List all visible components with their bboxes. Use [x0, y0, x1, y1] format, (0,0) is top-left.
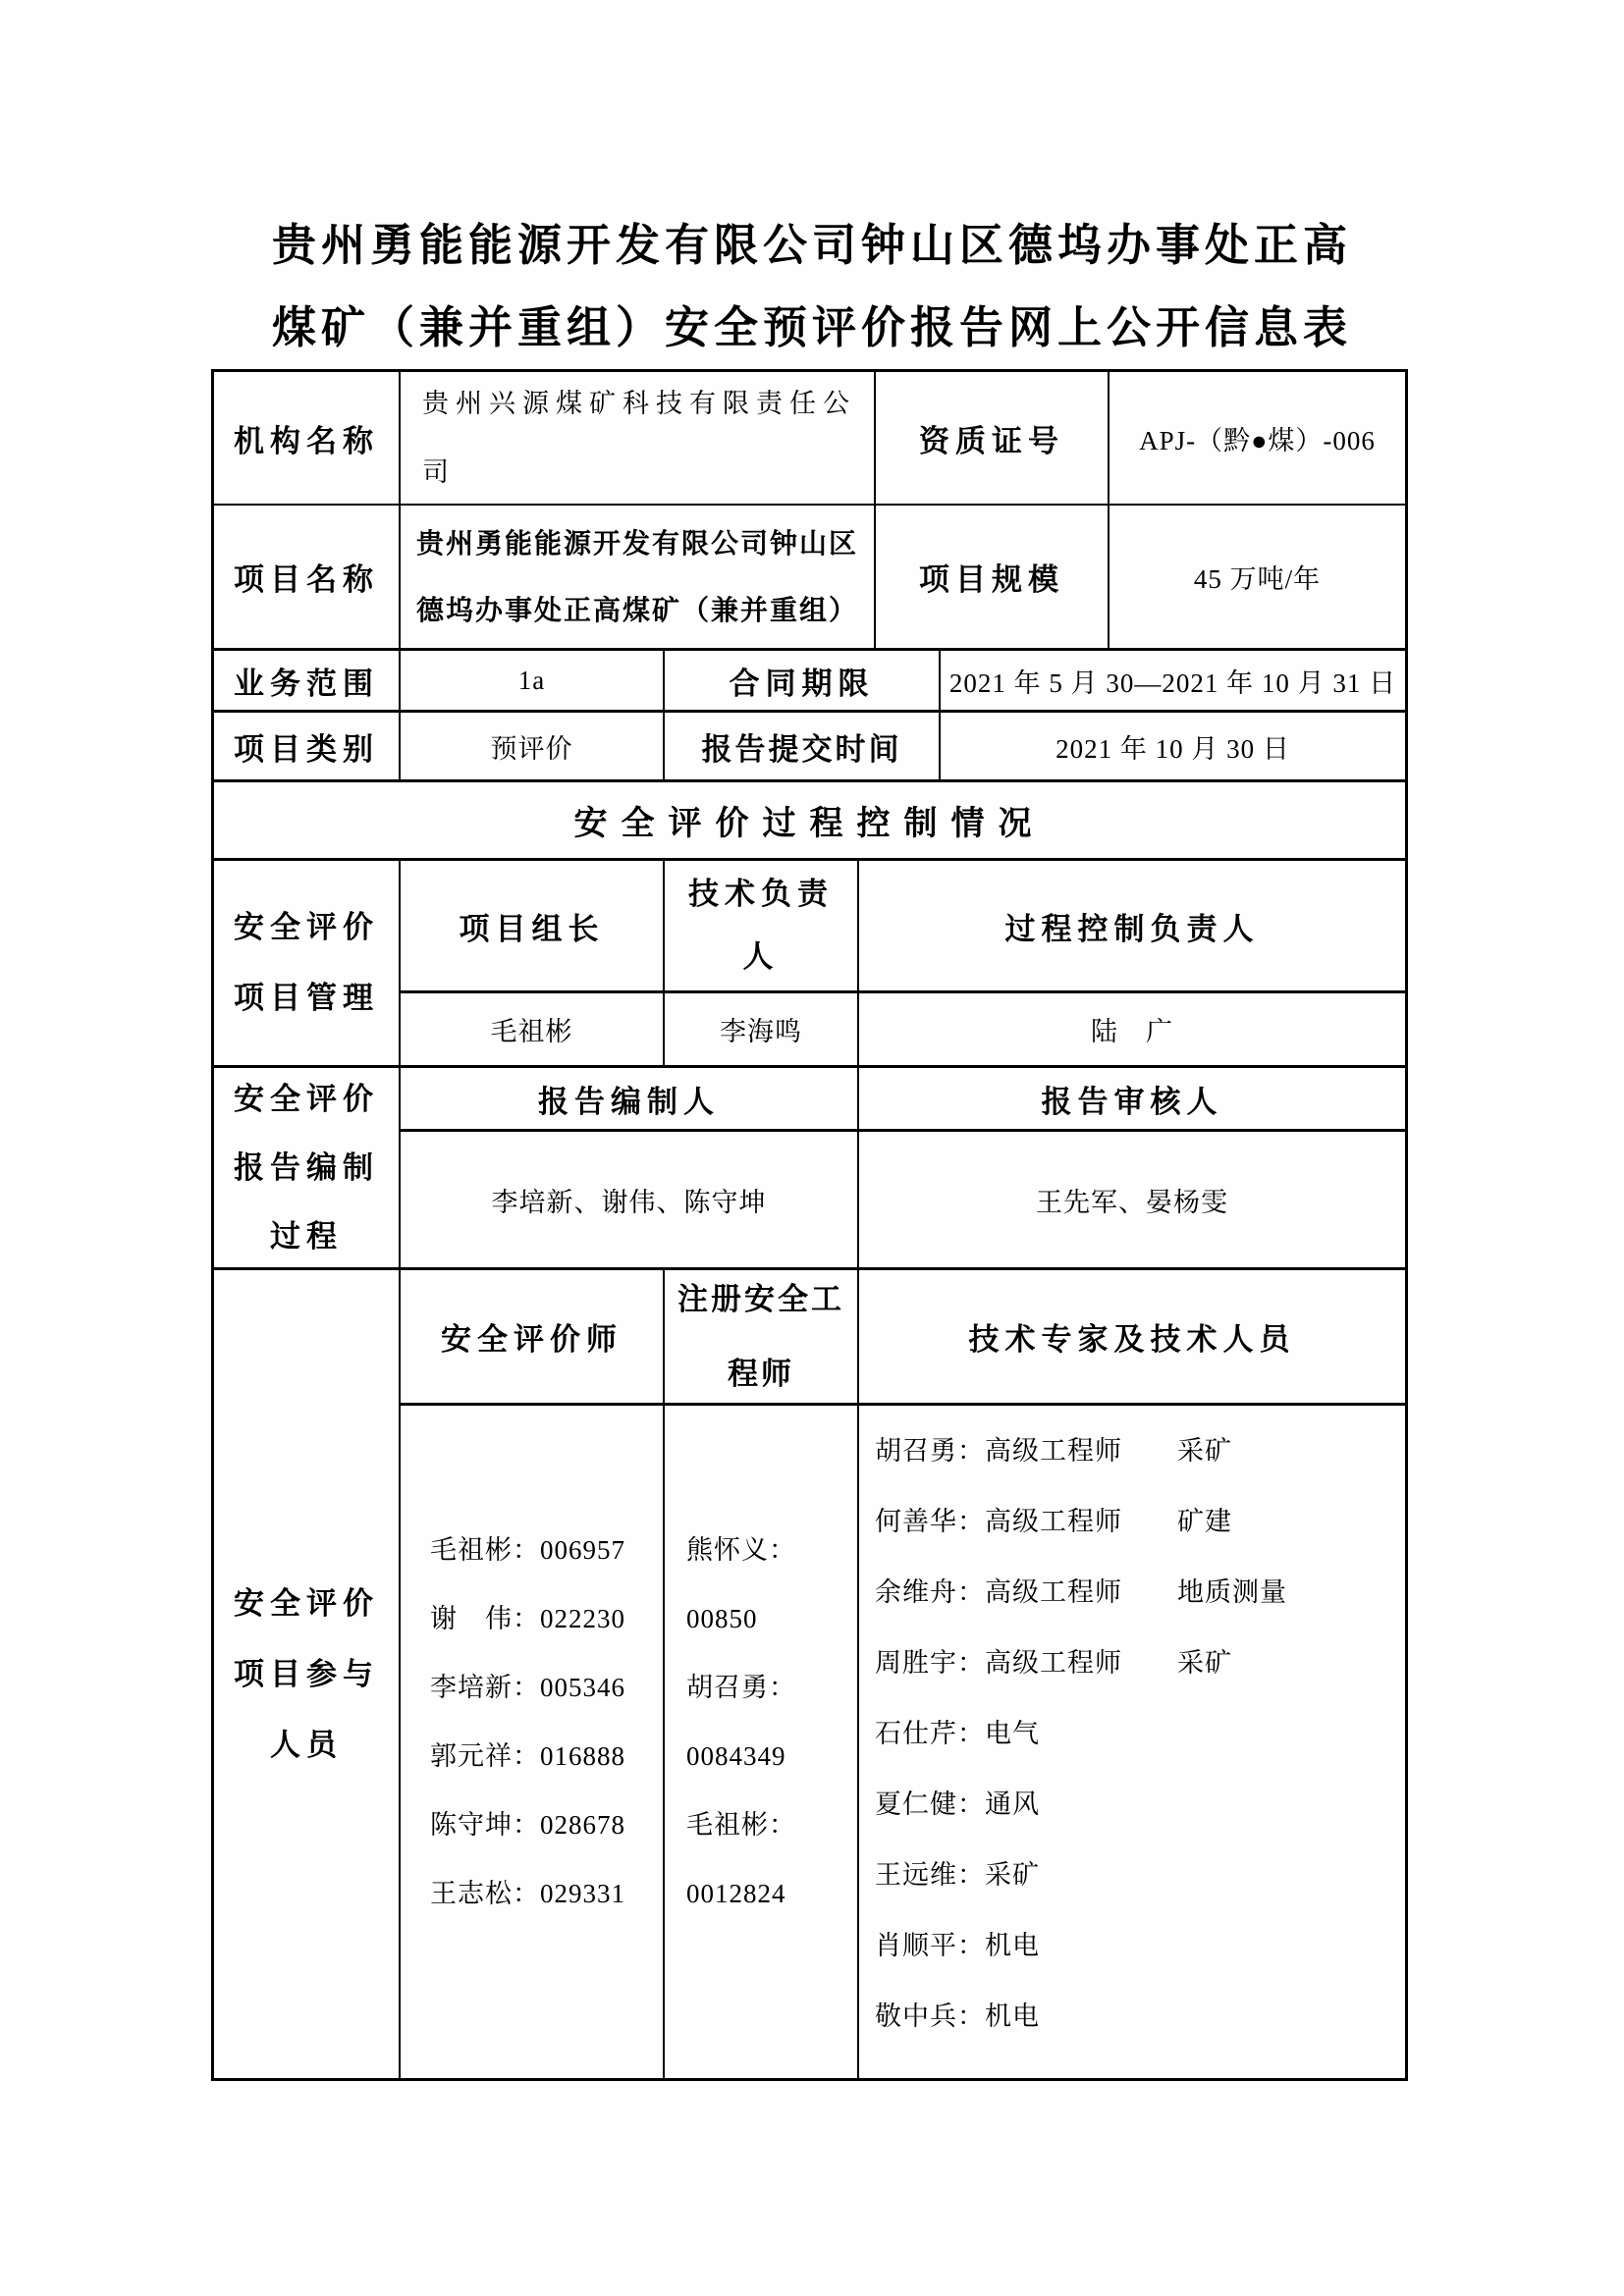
list-item: 何善华：高级工程师 矿建: [875, 1507, 1232, 1536]
management-value-row: [401, 993, 1405, 1065]
info-table: [211, 369, 1408, 2081]
list-item: 谢 伟：022230: [430, 1604, 625, 1633]
submit-time-value: 2021 年 10 月 30 日: [1056, 733, 1290, 764]
process-control-lead-header: 过程控制负责人: [1004, 911, 1260, 946]
list-item: 余维舟：高级工程师 地质测量: [875, 1577, 1287, 1607]
compilation-header-row: [401, 1068, 1405, 1132]
participants-section-label: [214, 1270, 401, 2078]
row-process-header: [214, 782, 1405, 861]
business-scope-label: 业务范围: [214, 651, 401, 710]
registered-engineer-header-line2: 程师: [728, 1356, 794, 1391]
list-item: 敬中兵：机电: [875, 2002, 1040, 2031]
project-name-label: 项目名称: [214, 506, 401, 648]
document-title-line1: 贵州勇能能源开发有限公司钟山区德坞办事处正高: [271, 220, 1352, 270]
management-section-label: [214, 861, 401, 1065]
submit-time-label: 报告提交时间: [665, 713, 941, 779]
list-item: 胡召勇：高级工程师 采矿: [875, 1436, 1232, 1466]
participants-value-row: [401, 1406, 1405, 2078]
list-item: 周胜宇：高级工程师 采矿: [875, 1648, 1232, 1678]
tech-expert-header: 技术专家及技术人员: [968, 1322, 1296, 1357]
org-name-label: 机构名称: [214, 372, 401, 504]
list-item: 毛祖彬：006957: [430, 1535, 625, 1565]
row-project: [214, 506, 1405, 651]
engineer-list: [665, 1406, 859, 2078]
list-item: 王远维：采矿: [875, 1860, 1040, 1890]
report-writer-value: 李培新、谢伟、陈守坤: [401, 1132, 859, 1267]
list-item: 郭元祥：016888: [430, 1741, 625, 1771]
section-management: [214, 861, 1405, 1068]
list-item: 0084349: [686, 1741, 786, 1771]
project-leader-header: 项目组长: [401, 861, 665, 990]
project-name-value-line1: 贵州勇能能源开发有限公司钟山区: [416, 527, 859, 559]
list-item: 王志松：029331: [430, 1879, 625, 1908]
org-name-value-line1: 贵州兴源煤矿科技有限责任公: [422, 389, 856, 418]
section-participants: [214, 1270, 1405, 2078]
management-header-row: [401, 861, 1405, 993]
list-item: 熊怀义：: [686, 1535, 796, 1565]
project-scale-label: 项目规模: [876, 506, 1110, 648]
business-scope-value: 1a: [401, 651, 665, 710]
participants-label-line1: 安全评价: [234, 1585, 379, 1621]
section-compilation: [214, 1068, 1405, 1270]
project-name-value-line2: 德坞办事处正高煤矿（兼并重组）: [416, 594, 859, 625]
cert-no-label: 资质证号: [876, 372, 1110, 504]
registered-engineer-header-line1: 注册安全工: [677, 1281, 844, 1316]
project-leader-value: 毛祖彬: [401, 993, 665, 1065]
list-item: 肖顺平：机电: [875, 1931, 1040, 1960]
list-item: 00850: [686, 1604, 758, 1633]
contract-period-value: 2021 年 5 月 30—2021 年 10 月 31 日: [948, 667, 1397, 698]
compilation-label-line1: 安全评价: [234, 1081, 379, 1116]
tech-lead-header-line1: 技术负责: [688, 877, 834, 911]
row-scope: [214, 651, 1405, 713]
registered-engineer-header: [665, 1270, 859, 1403]
row-category: [214, 713, 1405, 782]
project-scale-value: 45 万吨/年: [1193, 564, 1322, 594]
document-title: [0, 204, 1624, 369]
report-reviewer-value: 王先军、晏杨雯: [1036, 1187, 1228, 1217]
process-control-lead-value: 陆 广: [1091, 1017, 1173, 1046]
org-name-value: [401, 372, 876, 504]
org-name-value-line2: 司: [422, 457, 456, 487]
contract-period-label: 合同期限: [665, 651, 941, 710]
list-item: 胡召勇：: [686, 1673, 796, 1702]
project-category-label: 项目类别: [214, 713, 401, 779]
participants-label-line2: 项目参与: [234, 1656, 379, 1691]
compilation-section-label: [214, 1068, 401, 1267]
tech-lead-value: 李海鸣: [665, 993, 859, 1065]
management-label-line2: 项目管理: [234, 981, 379, 1015]
process-control-header: 安全评价过程控制情况: [573, 805, 1046, 842]
tech-lead-header-line2: 人: [742, 939, 780, 974]
evaluator-list: [401, 1406, 665, 2078]
cert-no-value: APJ-（黔●煤）-006: [1139, 425, 1376, 455]
compilation-label-line3: 过程: [270, 1218, 343, 1254]
management-label-line1: 安全评价: [234, 910, 379, 944]
compilation-label-line2: 报告编制: [234, 1149, 379, 1185]
list-item: 0012824: [686, 1879, 786, 1908]
list-item: 陈守坤：028678: [430, 1810, 625, 1840]
list-item: 夏仁健：通风: [875, 1789, 1040, 1819]
tech-lead-header: [665, 861, 859, 990]
report-reviewer-header: 报告审核人: [1041, 1084, 1223, 1119]
project-category-value: 预评价: [401, 713, 665, 779]
list-item: 毛祖彬：: [686, 1810, 796, 1840]
list-item: 李培新：005346: [430, 1673, 625, 1702]
project-name-value: [401, 506, 876, 648]
participants-label-line3: 人员: [270, 1727, 343, 1762]
expert-list: [859, 1406, 1405, 2078]
list-item: 石仕芹：电气: [875, 1719, 1040, 1748]
safety-evaluator-header: 安全评价师: [401, 1270, 665, 1403]
participants-header-row: [401, 1270, 1405, 1406]
row-org: [214, 372, 1405, 506]
report-writer-header: 报告编制人: [401, 1068, 859, 1129]
compilation-value-row: [401, 1132, 1405, 1267]
document-title-line2: 煤矿（兼并重组）安全预评价报告网上公开信息表: [271, 302, 1352, 352]
